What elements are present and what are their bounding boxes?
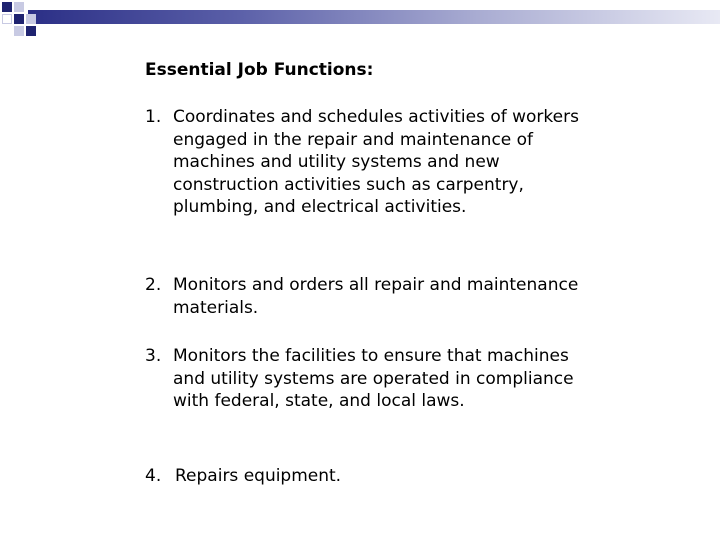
- list-item: [145, 465, 585, 488]
- list-item-text: Monitors and orders all repair and maintenance materials.: [173, 275, 579, 318]
- decorative-square: [26, 26, 36, 36]
- list-item-number: 3.: [145, 346, 162, 366]
- header-gradient-bar: [28, 10, 720, 24]
- list-item-text: Coordinates and schedules activities of workers engaged in the repair and maintenance of machines and utility systems and new construction activities such as carpentry, plumbing, and electrical activities.: [173, 107, 579, 217]
- list-item-text: Monitors the facilities to ensure that machines and utility systems are operated in compliance with federal, state, and local laws.: [173, 346, 574, 411]
- decorative-square: [2, 14, 12, 24]
- list-item: [145, 345, 585, 413]
- list-item-number: 4.: [145, 466, 162, 486]
- list-item-number: 1.: [145, 107, 162, 127]
- list-item: [145, 106, 585, 219]
- decorative-square: [14, 26, 24, 36]
- decorative-square: [14, 14, 24, 24]
- list-item-number: 2.: [145, 275, 162, 295]
- list-item-text: Repairs equipment.: [175, 466, 342, 486]
- decorative-square: [2, 2, 12, 12]
- slide-title: Essential Job Functions:: [145, 60, 374, 80]
- decorative-square: [14, 2, 24, 12]
- decorative-square: [26, 14, 36, 24]
- list-item: [145, 274, 585, 319]
